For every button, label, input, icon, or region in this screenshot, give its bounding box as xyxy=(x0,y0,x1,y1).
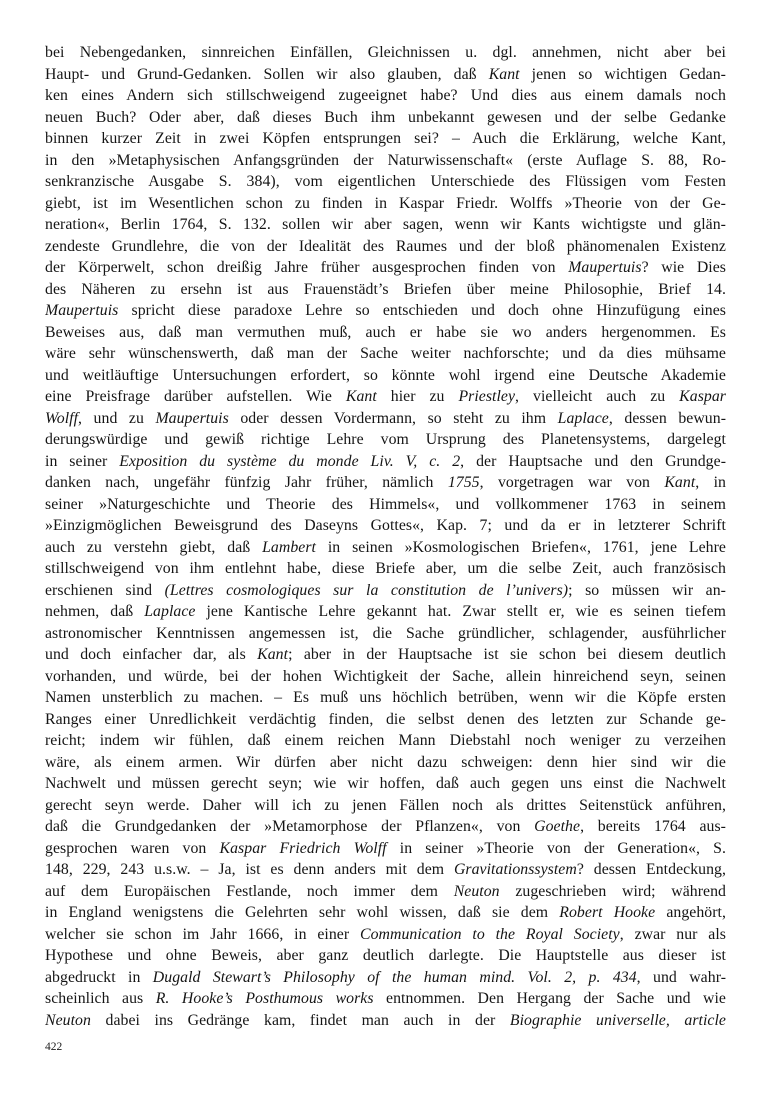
body-text: neuen Buch? Oder aber, daß dieses Buch ihm unbekannt gewesen und der selbe Gedanke xyxy=(45,108,726,126)
body-text: in seiner xyxy=(45,452,120,470)
body-text: abgedruckt in xyxy=(45,968,153,986)
text-line xyxy=(45,128,726,150)
italic-text: Maupertuis xyxy=(45,302,119,319)
body-text: daß die Grundgedanken der »Metamorphose der Pflanzen«, von xyxy=(45,818,535,835)
body-text: neration«, Berlin 1764, S. 132. sollen wir aber sagen, wenn wir Kants wichtigste und glän- xyxy=(45,216,726,233)
italic-text: Dugald Stewart’s Philosophy of the human mind. Vol. 2, p. 434 xyxy=(152,968,637,986)
italic-text: Maupertuis xyxy=(568,259,642,276)
text-line xyxy=(45,365,726,387)
body-text: oder dessen Vordermann, so steht zu ihm xyxy=(228,409,558,427)
body-text: und weitläuftige Untersuchungen erfordert, so könnte wohl irgend eine Deutsche Akademie xyxy=(45,366,726,384)
italic-text: 1755 xyxy=(447,474,480,491)
body-text: danken nach, ungefähr fünfzig Jahr früher, nämlich xyxy=(45,474,448,491)
text-line xyxy=(45,279,726,301)
body-text: wäre, als einem armen. Wir dürfen aber nicht dazu schweigen: denn hier sind wir die xyxy=(45,753,726,771)
body-text: Nachwelt und müssen gerecht seyn; wie wir hoffen, daß auch gegen uns einst die Nachwelt xyxy=(45,775,726,792)
body-text: astronomischer Kenntnissen angemessen ist, die Sache gründlicher, schlagender, ausführlicher xyxy=(45,624,726,642)
text-line xyxy=(45,816,726,838)
body-text: ; so müssen wir an- xyxy=(568,581,726,599)
text-line xyxy=(45,408,726,430)
text-line xyxy=(45,472,726,494)
body-text: gesprochen waren von xyxy=(45,839,220,857)
page-text xyxy=(45,42,726,1031)
body-text: stillschweigend von ihm entlehnt habe, diese Briefe aber, um die selbe Zeit, auch französisch xyxy=(45,560,726,577)
italic-text: Gravitationssystem xyxy=(453,861,577,878)
italic-text: Kant xyxy=(345,388,377,405)
text-line xyxy=(45,644,726,666)
text-line xyxy=(45,537,726,559)
italic-text: Communication to the Royal Society xyxy=(360,925,620,943)
body-text: , in xyxy=(695,474,726,491)
text-line xyxy=(45,64,726,86)
body-text: , der Hauptsache und den Grundge- xyxy=(460,452,726,470)
body-text: hier zu xyxy=(376,388,459,405)
text-line xyxy=(45,666,726,688)
text-line xyxy=(45,300,726,322)
body-text: , und zu xyxy=(78,409,156,427)
italic-text: Maupertuis xyxy=(155,409,229,427)
body-text: , vorgetragen war von xyxy=(479,474,665,491)
italic-text: Kaspar Friedrich Wolff xyxy=(219,839,387,857)
italic-text: Biographie universelle, article xyxy=(509,1011,726,1029)
body-text: , und wahr- xyxy=(636,968,726,986)
body-text: giebt, ist im Wesentlichen schon zu finden in Kaspar Friedr. Wolffs »Theorie von der Ge- xyxy=(45,194,726,212)
body-text: Hypothese und ohne Beweis, aber ganz deutlich darlegte. Die Hauptstelle aus dieser ist xyxy=(45,947,726,964)
text-line xyxy=(45,515,726,537)
body-text: bei Nebengedanken, sinnreichen Einfällen, Gleichnissen u. dgl. annehmen, nicht aber bei xyxy=(45,44,726,61)
body-text: zendeste Grundlehre, die von der Idealität des Raumes und der bloß phänomenalen Existenz xyxy=(45,237,726,255)
italic-text: Kant xyxy=(664,474,696,491)
body-text: ? dessen Entdeckung, xyxy=(576,861,726,878)
body-text: erschienen sind xyxy=(45,581,165,599)
italic-text: Lambert xyxy=(262,538,316,556)
body-text: entnommen. Den Hergang der Sache und wie xyxy=(373,990,726,1007)
italic-text: Goethe xyxy=(534,818,581,835)
body-text: auch zu verstehn giebt, daß xyxy=(45,538,263,556)
body-text: gerecht seyn werde. Daher will ich zu jenen Fällen noch als drittes Seitenstück anführen, xyxy=(45,796,726,814)
text-line xyxy=(45,967,726,989)
body-text: Namen unsterblich zu machen. – Es muß uns höchlich betrüben, wenn wir die Köpfe ersten xyxy=(45,689,726,706)
text-line xyxy=(45,838,726,860)
body-text: binnen kurzer Zeit in zwei Köpfen entsprungen sei? – Auch die Erklärung, welche Kant, xyxy=(45,130,726,147)
body-text: »Einzigmöglichen Beweisgrund des Daseyns Gottes«, Kap. 7; und da er in letzterer Schrift xyxy=(45,517,726,534)
italic-text: Kant xyxy=(488,65,520,83)
body-text: derungswürdige und gewiß richtige Lehre vom Ursprung des Planetensystems, dargelegt xyxy=(45,431,726,448)
italic-text: (Lettres cosmologiques sur la constitution de l’univers) xyxy=(164,581,569,599)
text-line xyxy=(45,730,726,752)
body-text: , zwar nur als xyxy=(619,925,726,943)
page-number: 422 xyxy=(45,1041,63,1053)
text-line xyxy=(45,171,726,193)
text-line xyxy=(45,107,726,129)
italic-text: R. Hooke’s Posthumous works xyxy=(155,990,374,1007)
body-text: , dessen bewun- xyxy=(608,409,726,427)
italic-text: Exposition du système du monde Liv. V, c. 2 xyxy=(119,452,461,470)
text-line xyxy=(45,85,726,107)
body-text: ; aber in der Hauptsache ist sie schon bei diesem deutlich xyxy=(288,646,726,663)
text-line xyxy=(45,1010,726,1032)
body-text: eine Preisfrage darüber aufstellen. Wie xyxy=(45,388,346,405)
text-line xyxy=(45,494,726,516)
text-line xyxy=(45,752,726,774)
body-text: , vielleicht auch zu xyxy=(515,388,680,405)
text-line xyxy=(45,795,726,817)
text-line xyxy=(45,257,726,279)
body-text: jenen so wichtigen Gedan- xyxy=(519,65,726,83)
text-line xyxy=(45,988,726,1010)
body-text: auf dem Europäischen Festlande, noch immer dem xyxy=(45,882,454,900)
text-line xyxy=(45,214,726,236)
body-text: jene Kantische Lehre gekannt hat. Zwar stellt er, wie es seinen tiefem xyxy=(195,603,726,620)
text-line xyxy=(45,709,726,731)
text-line xyxy=(45,343,726,365)
text-line xyxy=(45,451,726,473)
text-line xyxy=(45,558,726,580)
text-line xyxy=(45,322,726,344)
text-line xyxy=(45,687,726,709)
text-line xyxy=(45,623,726,645)
text-line xyxy=(45,945,726,967)
text-line xyxy=(45,859,726,881)
body-text: zugeschrieben wird; während xyxy=(499,882,726,900)
body-text: und doch einfacher dar, als xyxy=(45,646,258,663)
body-text: des Näheren zu ersehn ist aus Frauenstädt’s Briefen über meine Philosophie, Brief 14. xyxy=(45,280,726,298)
body-text: spricht diese paradoxe Lehre so entschieden und doch ohne Hinzufügung eines xyxy=(118,302,726,319)
body-text: Haupt- und Grund-Gedanken. Sollen wir also glauben, daß xyxy=(45,65,489,83)
italic-text: Laplace xyxy=(144,603,196,620)
text-line xyxy=(45,429,726,451)
body-text: ? wie Dies xyxy=(641,259,726,276)
italic-text: Priestley xyxy=(458,388,516,405)
text-line xyxy=(45,193,726,215)
text-line xyxy=(45,902,726,924)
body-text: in seiner »Theorie von der Generation«, S. xyxy=(386,839,726,857)
body-text: 148, 229, 243 u.s.w. – Ja, ist es denn anders mit dem xyxy=(45,861,454,878)
body-text: in England wenigstens die Gelehrten sehr wohl wissen, daß sie dem xyxy=(45,904,560,921)
body-text: der Körperwelt, schon dreißig Jahre früher ausgesprochen finden von xyxy=(45,259,569,276)
body-text: welcher sie schon im Jahr 1666, in einer xyxy=(45,925,360,943)
body-text: senkranzische Ausgabe S. 384), vom eigentlichen Unterschiede des Flüssigen vom Festen xyxy=(45,173,726,190)
body-text: Beweises aus, daß man vermuthen muß, auch er habe sie wo anders hergenommen. Es xyxy=(45,323,726,341)
text-line xyxy=(45,236,726,258)
body-text: in seinen »Kosmologischen Briefen«, 1761, jene Lehre xyxy=(315,538,726,556)
text-line xyxy=(45,773,726,795)
text-line xyxy=(45,150,726,172)
italic-text: Laplace xyxy=(557,409,609,427)
body-text: vorhanden, und würde, bei der hohen Wichtigkeit der Sache, allein hinreichend seyn, seinen xyxy=(45,667,726,685)
body-text: Ranges einer Unredlichkeit verdächtig finden, die selbst denen des letzten zur Schande ge- xyxy=(45,710,726,728)
italic-text: Robert Hooke xyxy=(559,904,656,921)
italic-text: Kant xyxy=(257,646,289,663)
text-line xyxy=(45,924,726,946)
body-text: scheinlich aus xyxy=(45,990,156,1007)
body-text: , bereits 1764 aus- xyxy=(580,818,726,835)
text-line xyxy=(45,601,726,623)
body-text: seiner »Naturgeschichte und Theorie des Himmels«, und vollkommener 1763 in seinem xyxy=(45,495,726,513)
body-text: reicht; indem wir fühlen, daß einem reichen Mann Diebstahl noch weniger zu verzeihen xyxy=(45,732,726,749)
text-line xyxy=(45,386,726,408)
italic-text: Wolff xyxy=(45,409,79,427)
text-line xyxy=(45,42,726,64)
italic-text: Neuton xyxy=(453,882,500,900)
body-text: in den »Metaphysischen Anfangsgründen der Naturwissenschaft« (erste Auflage S. 88, Ro- xyxy=(45,151,726,169)
body-text: nehmen, daß xyxy=(45,603,145,620)
text-line xyxy=(45,881,726,903)
body-text: angehört, xyxy=(655,904,726,921)
body-text: wäre sehr wünschenswerth, daß man der Sache weiter nachforschte; und da dies mühsame xyxy=(45,345,726,362)
body-text: ken eines Andern sich stillschweigend zugeeignet habe? Und dies aus einem damals noch xyxy=(45,87,726,104)
text-line xyxy=(45,580,726,602)
italic-text: Kaspar xyxy=(679,388,726,405)
body-text: dabei ins Gedränge kam, findet man auch in der xyxy=(90,1011,510,1029)
italic-text: Neuton xyxy=(45,1011,91,1029)
